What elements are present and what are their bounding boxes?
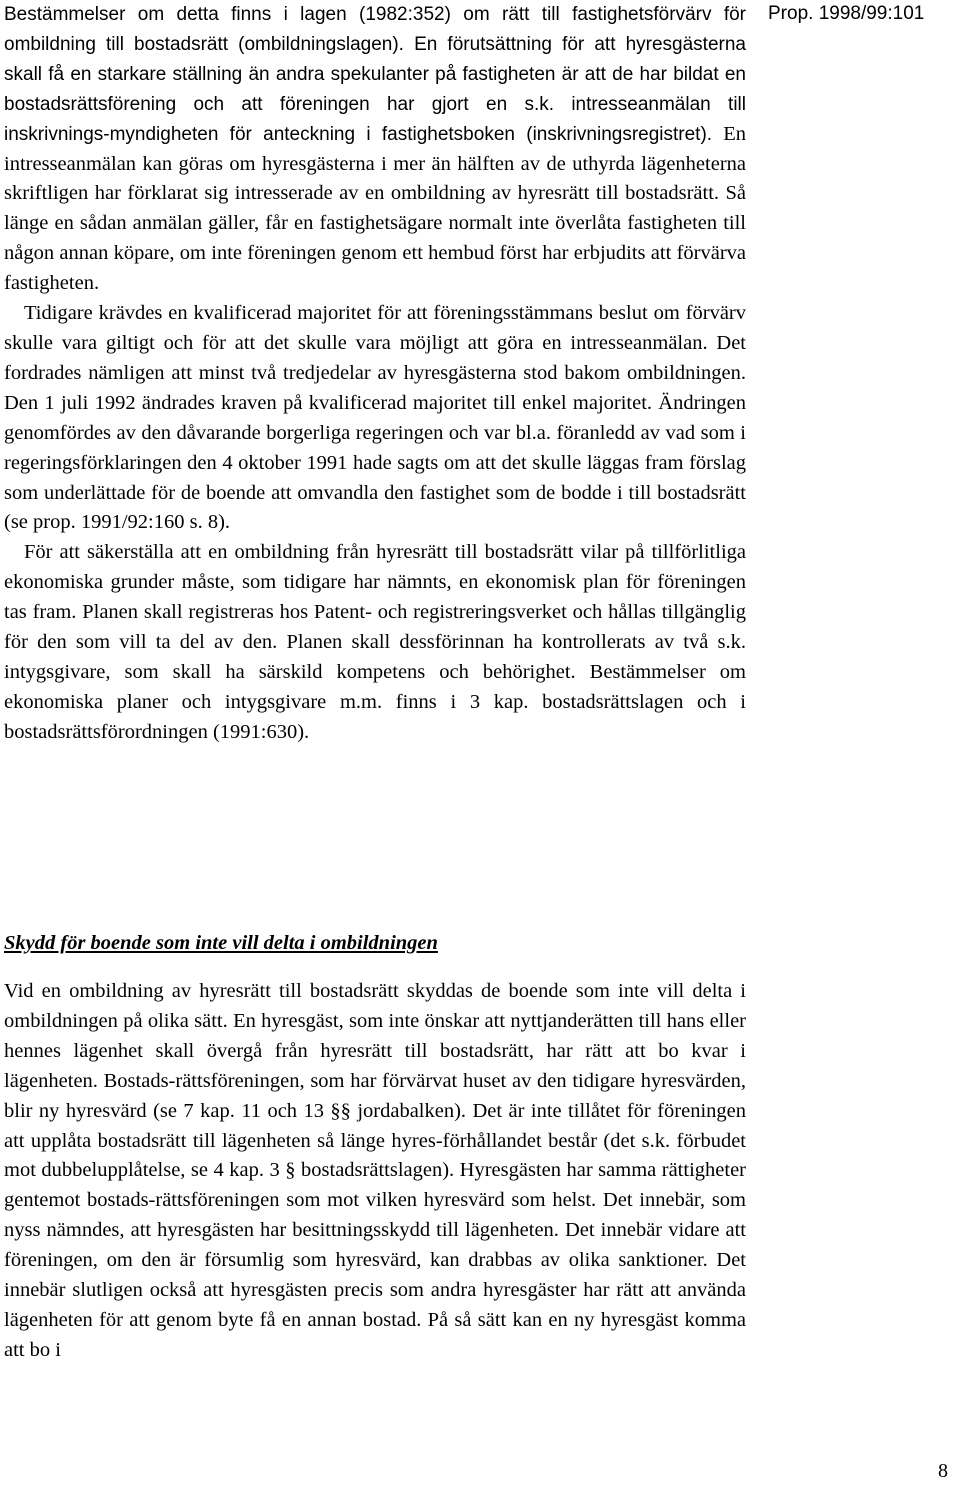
paragraph-4: Vid en ombildning av hyresrätt till bostadsrätt skyddas de boende som inte vill delta i ombildningen på olika sätt. En hyresgäst, som inte önskar att nyttjanderätten till hans eller hennes lägenhet skall övergå från hyresrätt till bostadsrätt, har rätt att bo kvar i lägenheten. Bostads-rättsföreningen, som har förvärvat huset av den tidigare hyresvärden, blir ny hyresvärd (se 7 kap. 11 och 13 §§ jordabalken). Det är inte tillåtet för föreningen att upplåta bostadsrätt till lägenheten så länge hyres-förhållandet består (det s.k. förbudet mot dubbelupplåtelse, se 4 kap. 3 § bostadsrättslagen). Hyresgästen har samma rättigheter gentemot bostads-rättsföreningen som mot vilken hyresvärd som helst. Det innebär, som nyss nämndes, att hyresgästen har besittningsskydd till lägenheten. Det innebär vidare att föreningen, om den är försumlig som hyresvärd, kan drabbas av olika sanktioner. Det innebär slutligen också att hyresgästen precis som andra hyresgäster har rätt att använda lägenheten för att genom byte få en annan bostad. På så sätt kan en ny hyresgäst komma att bo i (4, 980, 746, 1361)
paragraph-1-sans-part: Bestämmelser om detta finns i lagen (1982:352) om rätt till fastighetsförvärv för ombildning till bostadsrätt (ombildningslagen). En förutsättning för att hyresgästerna skall få en starkare ställning än andra spekulanter på fastigheten är att de har bildat en bostadsrättsförening och att föreningen har gjort en s.k. intresseanmälan till inskrivnings-myndigheten för anteckning i fastighetsboken (inskrivningsregistret). (4, 4, 746, 145)
paragraph-3: För att säkerställa att en ombildning från hyresrätt till bostadsrätt vilar på tillförlitliga ekonomiska grunder måste, som tidigare har nämnts, en ekonomisk plan för föreningen tas fram. Planen skall registreras hos Patent- och registreringsverket och hållas tillgänglig för den som vill ta del av den. Planen skall dessförinnan ha kontrollerats av två s.k. intygsgivare, som skall ha särskild kompetens och behörighet. Bestämmelser om ekonomiska planer och intygsgivare m.m. finns i 3 kap. bostadsrättslagen och i bostadsrättsförordningen (1991:630). (4, 541, 746, 743)
paragraph-1-serif-part: En intresseanmälan kan göras om hyresgästerna i mer än hälften av de uthyrda lägenheterna skriftligen har förklarat sig intresserade av en ombildning av hyresrätt till bostadsrätt. Så länge en sådan anmälan gäller, får en fastighetsägare normalt inte överlåta fastigheten till någon annan köpare, om inte föreningen genom ett hembud först har erbjudits att förvärva fastigheten. (4, 122, 746, 295)
section-body (4, 977, 746, 1366)
proposition-reference: Prop. 1998/99:101 (768, 3, 925, 24)
paragraph-2: Tidigare krävdes en kvalificerad majoritet för att föreningsstämmans beslut om förvärv skulle vara giltigt och för att det skulle vara möjligt att göra en intresseanmälan. Det fordrades nämligen att minst två tredjedelar av hyresgästerna stod bakom ombildningen. Den 1 juli 1992 ändrades kraven på kvalificerad majoritet till enkel majoritet. Ändringen genomfördes av den dåvarande borgerliga regeringen och var bl.a. föranledd av vad som i regeringsförklaringen den 4 oktober 1991 hade sagts om att det skulle läggas fram förslag som underlättade för de boende att omvandla den fastighet som de bodde i till bostadsrätt (se prop. 1991/92:160 s. 8). (4, 302, 746, 534)
section-heading: Skydd för boende som inte vill delta i ombildningen (4, 932, 438, 954)
page-number: 8 (938, 1460, 948, 1482)
document-body (4, 0, 746, 1361)
paragraph-1 (4, 0, 746, 299)
